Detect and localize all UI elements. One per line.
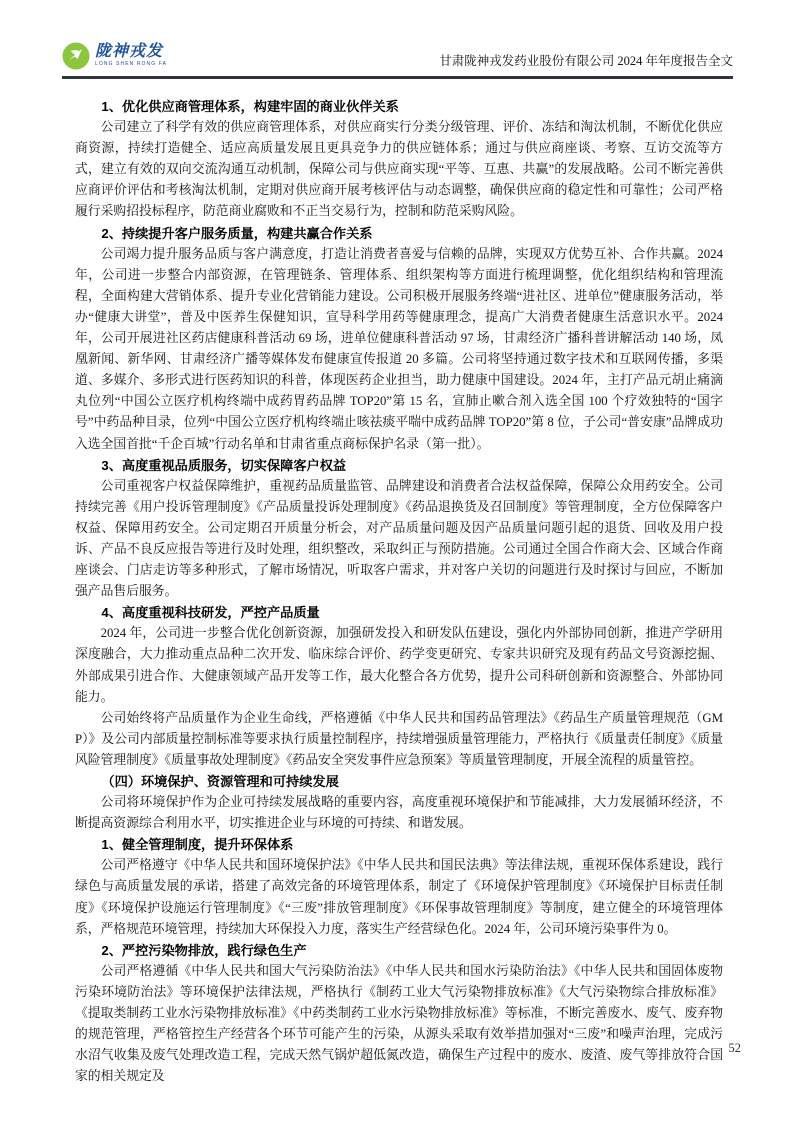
section-heading: （四）环境保护、资源管理和可持续发展	[101, 774, 339, 789]
company-logo-text	[95, 44, 167, 68]
report-body	[75, 96, 723, 1087]
body-paragraph: 公司建立了科学有效的供应商管理体系，对供应商实行分类分级管理、评价、冻结和淘汰机制，不断优化供应商资源，持续打造健全、适应高质量发展且更具竞争力的供应链体系；通过与供应商座谈、考察、互访交流等方式，建立有效的双向交流沟通互动机制，保障公司与供应商实现“平等、互惠、共赢”的发展战略。公司不断完善供应商评价评估和考核淘汰机制，定期对供应商开展考核评估与动态调整，确保供应商的稳定性和可靠性；公司严格履行采购招投标程序，防范商业腐败和不正当交易行为，控制和防范采购风险。	[75, 120, 723, 219]
body-paragraph: 公司将环境保护作为企业可持续发展战略的重要内容，高度重视环境保护和节能减排，大力发展循环经济，不断提高资源综合利用水平，切实推进企业与环境的可持续、和谐发展。	[75, 795, 723, 831]
page-number: 52	[728, 1041, 741, 1055]
section-heading: 1、健全管理制度，提升环保体系	[101, 837, 294, 853]
page-header	[62, 42, 733, 79]
body-paragraph: 公司重视客户权益保障维护，重视药品质量监管、品牌建设和消费者合法权益保障，保障公众用药安全。公司持续完善《用户投诉管理制度》《产品质量投诉处理制度》《药品退换货及召回制度》等管理制度，全方位保障客户权益、保障用药安全。公司定期召开质量分析会，对产品质量问题及因产品质量问题引起的退货、回收及用户投诉、产品不良反应报告等进行及时处理，组织整改，采取纠正与预防措施。公司通过全国合作商大会、区域合作商座谈会、门店走访等多种形式，了解市场情况，听取客户需求，并对客户关切的问题进行及时探讨与回应，不断加强产品售后服务。	[75, 478, 723, 599]
report-header-title: 甘肃陇神戎发药业股份有限公司 2024 年年度报告全文	[439, 54, 733, 68]
company-logo-circle-icon	[62, 42, 90, 70]
body-paragraph: 公司严格遵循《中华人民共和国大气污染防治法》《中华人民共和国水污染防治法》《中华人民共和国固体废物污染环境防治法》等环境保护法律法规，严格执行《制药工业大气污染物排放标准》《大气污染物综合排放标准》《提取类制药工业水污染物排放标准》《中药类制药工业水污染物排放标准》等标准，不断完善废水、废气、废弃物的规范管理，严格管控生产经营各个环节可能产生的污染，从源头采取有效举措加强对“三废”和噪声治理，完成污水沼气收集及废气处理改造工程，完成天然气锅炉超低氮改造，确保生产过程中的废水、废渣、废气等排放符合国家的相关规定及	[75, 963, 723, 1084]
section-heading: 4、高度重视科技研发，严控产品质量	[101, 605, 320, 621]
section-heading: 2、持续提升客户服务质量，构建共赢合作关系	[101, 225, 373, 241]
section-heading: 1、优化供应商管理体系，构建牢固的商业伙伴关系	[101, 99, 399, 114]
section-heading: 3、高度重视品质服务，切实保障客户权益	[101, 457, 347, 473]
body-paragraph: 公司严格遵守《中华人民共和国环境保护法》《中华人民共和国民法典》等法律法规，重视环保体系建设，践行绿色与高质量发展的承诺，搭建了高效完备的环境管理体系，制定了《环境保护管理制度》《环境保护目标责任制度》《环境保护设施运行管理制度》《“三废”排放管理制度》《环保事故管理制度》等制度，建立健全的环境管理体系，严格规范环境管理，持续加大环保投入力度，落实生产经营绿色化。2024 年，公司环境污染事件为 0。	[75, 858, 723, 936]
body-paragraph: 公司始终将产品质量作为企业生命线，严格遵循《中华人民共和国药品管理法》《药品生产质量管理规范（GMP）》及公司内部质量控制标准等要求执行质量控制程序，持续增强质量管理能力，严格执行《质量责任制度》《质量风险管理制度》《质量事故处理制度》《药品安全突发事件应急预案》等质量管理制度，开展全流程的质量管控。	[75, 710, 723, 767]
company-logo	[62, 42, 167, 70]
body-paragraph: 公司竭力提升服务品质与客户满意度，打造让消费者喜爱与信赖的品牌，实现双方优势互补、合作共赢。2024 年，公司进一步整合内部资源，在管理链条、管理体系、组织架构等方面进行梳理调整，优化组织结构和管理流程，全面构建大营销体系、提升专业化营销能力建设。公司积极开展服务终端“进社区、进单位”健康服务活动，举办“健康大讲堂”，普及中医养生保健知识，宣导科学用药等健康理念，提高广大消费者健康生活意识水平。2024 年，公司开展进社区药店健康科普活动 69 场，进单位健康科普活动 97 场，甘肃经济广播科普讲解活动 140 场，凤凰新闻、新华网、甘肃经济广播等媒体发布健康宣传报道 20 多篇。公司将坚持通过数字技术和互联网传播，多渠道、多媒介、多形式进行医药知识的科普，体现医药企业担当，助力健康中国建设。2024 年，主打产品元胡止痛滴丸位列“中国公立医疗机构终端中成药胃药品牌 TOP20”第 15 名，宣肺止嗽合剂入选全国 100 个疗效独特的“国字号”中药品种目录，位列“中国公立医疗机构终端止咳祛痰平喘中成药品牌 TOP20”第 8 位，子公司“普安康”品牌成功入选全国首批“千企百城”行动名单和甘肃省重点商标保护名录（第一批）。	[75, 246, 723, 451]
section-heading: 2、严控污染物排放，践行绿色生产	[101, 942, 307, 958]
company-logo-name-cn: 陇神戎发	[95, 43, 164, 60]
body-paragraph: 2024 年，公司进一步整合优化创新资源，加强研发投入和研发队伍建设，强化内外部协同创新，推进产学研用深度融合，大力推动重点品种二次开发、临床综合评价、药学变更研究、专家共识研究及现有药品文号资源挖掘、外部成果引进合作、大健康领域产品开发等工作，最大化整合各方优势，提升公司科研创新和资源整合、外部协同能力。	[75, 626, 723, 704]
company-logo-name-en: LONG SHEN RONG FA	[95, 61, 168, 67]
